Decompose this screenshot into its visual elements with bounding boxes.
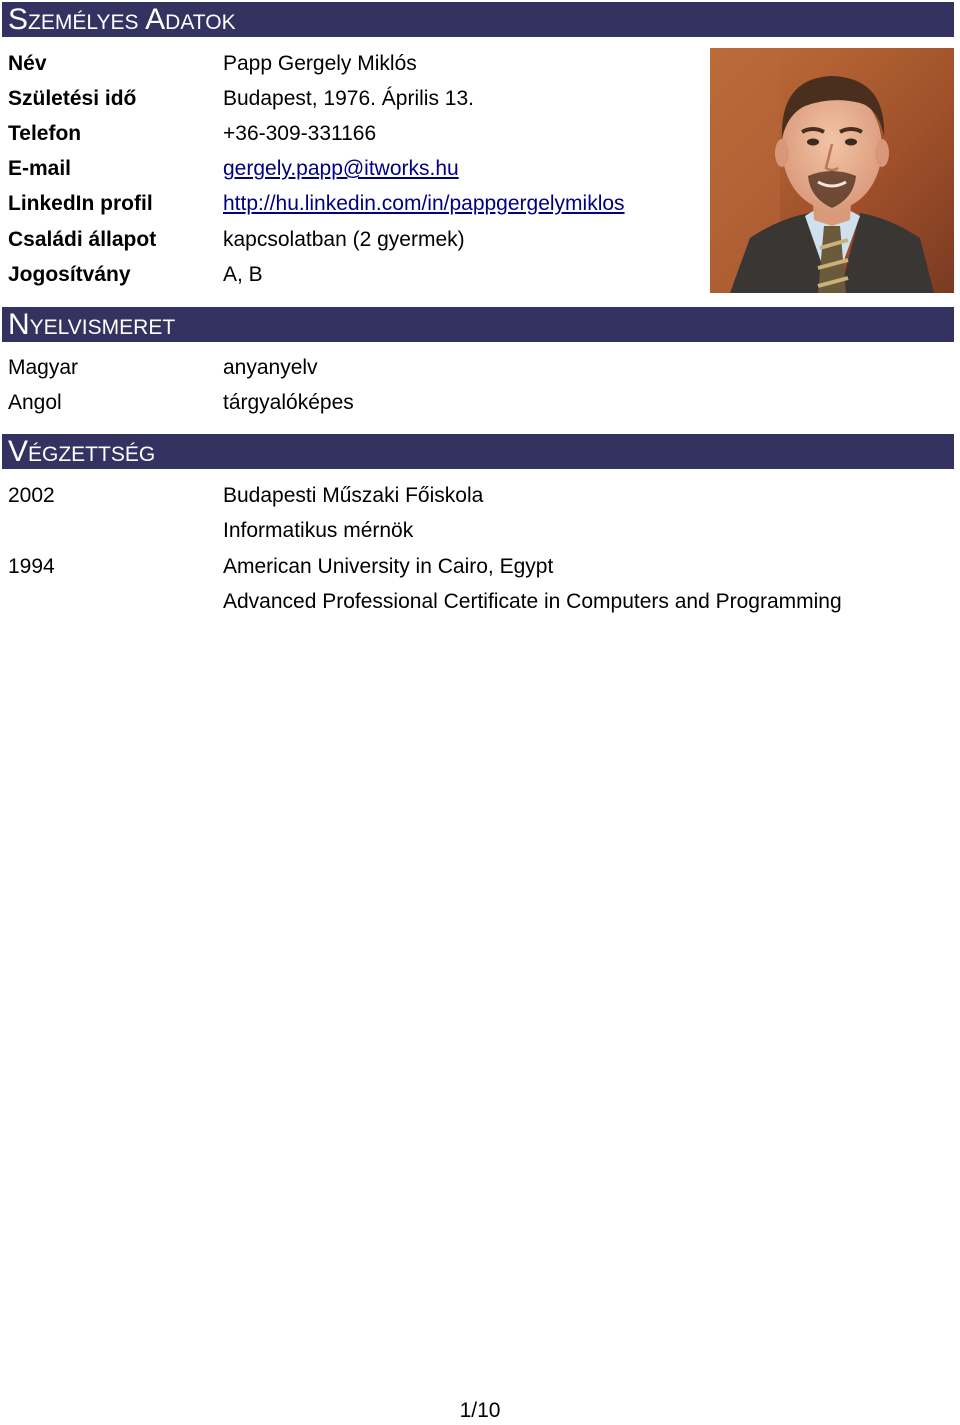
label-education-year: 2002	[8, 484, 55, 507]
label-language-english: Angol	[8, 391, 62, 414]
value-email	[223, 151, 459, 186]
value-linkedin	[223, 186, 625, 221]
label-birth: Születési idő	[8, 87, 137, 110]
label-linkedin: LinkedIn profil	[8, 192, 153, 215]
linkedin-link[interactable]: http://hu.linkedin.com/in/pappgergelymiklos	[223, 192, 625, 215]
label-name: Név	[8, 52, 47, 75]
page-number: 1/10	[459, 1399, 501, 1422]
value-phone: +36-309-331166	[223, 122, 377, 145]
value-language-hungarian: anyanyelv	[223, 356, 318, 379]
email-link[interactable]: gergely.papp@itworks.hu	[223, 157, 459, 180]
value-language-english: tárgyalóképes	[223, 391, 354, 414]
value-education-degree: Informatikus mérnök	[223, 519, 414, 542]
value-family: kapcsolatban (2 gyermek)	[223, 228, 465, 251]
label-email: E-mail	[8, 157, 72, 180]
profile-photo	[710, 48, 954, 293]
value-education-school: American University in Cairo, Egypt	[223, 555, 554, 578]
label-family: Családi állapot	[8, 228, 157, 251]
label-phone: Telefon	[8, 122, 82, 145]
section-header-languages: Nyelvismeret	[2, 307, 954, 342]
label-license: Jogosítvány	[8, 263, 131, 286]
value-birth: Budapest, 1976. Április 13.	[223, 87, 474, 110]
section-header-personal: Személyes Adatok	[2, 2, 954, 37]
section-header-education: Végzettség	[2, 434, 954, 469]
value-education-degree: Advanced Professional Certificate in Computers and Programming	[223, 590, 842, 613]
value-name: Papp Gergely Miklós	[223, 52, 417, 75]
label-education-year: 1994	[8, 555, 55, 578]
value-education-school: Budapesti Műszaki Főiskola	[223, 484, 484, 507]
label-language-hungarian: Magyar	[8, 356, 79, 379]
value-license: A, B	[223, 263, 263, 286]
